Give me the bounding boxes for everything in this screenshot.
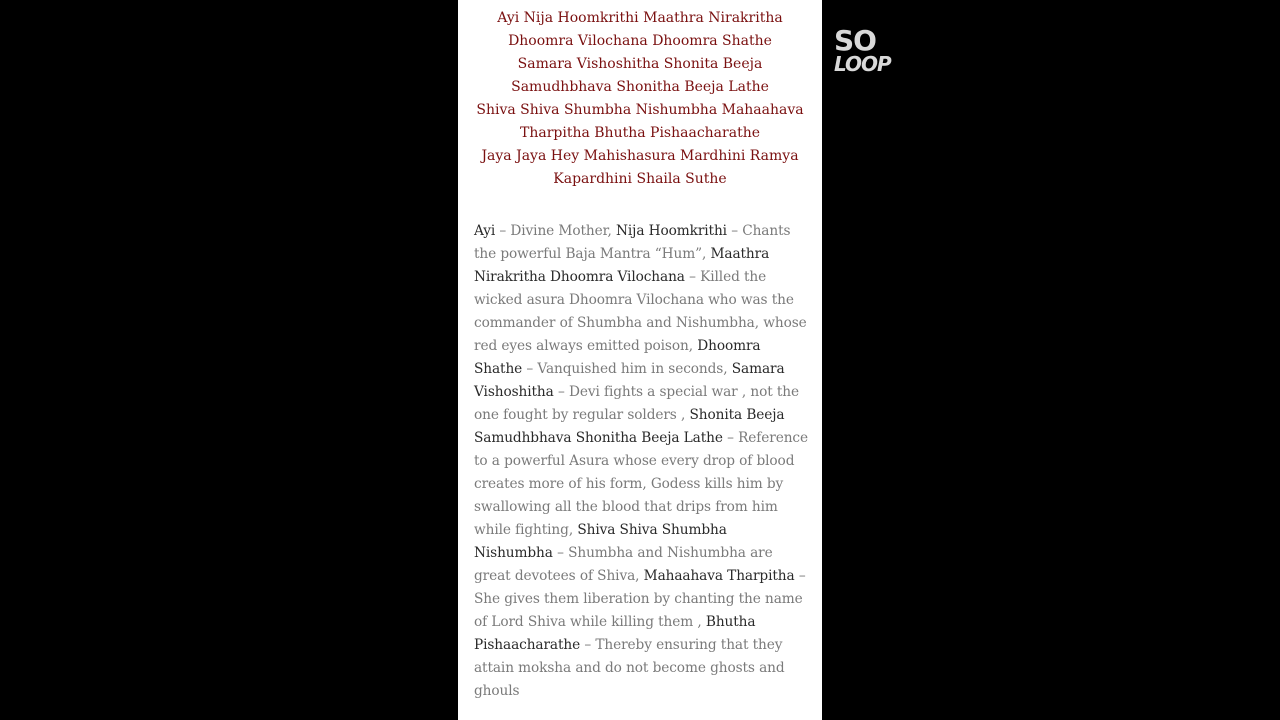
- verse-line: Shiva Shiva Shumbha Nishumbha Mahaahava: [476, 102, 804, 118]
- meaning-term: Nija Hoomkrithi: [616, 222, 727, 239]
- meaning-text: – Shumbha and Nishumbha are great devotees of Shiva,: [474, 544, 773, 584]
- meaning-term: Mahaahava Tharpitha: [643, 567, 795, 584]
- soloop-logo: [832, 24, 891, 80]
- verse-line: Samudhbhava Shonitha Beeja Lathe: [511, 79, 769, 95]
- verse-line: Ayi Nija Hoomkrithi Maathra Nirakritha: [497, 10, 783, 26]
- meaning-term: Samara Vishoshitha: [474, 360, 785, 400]
- meaning-text: – Chants the powerful Baja Mantra “Hum”,: [474, 222, 791, 262]
- meaning-term: Ayi: [474, 222, 496, 239]
- meaning-text: – Devi fights a special war , not the one fought by regular solders ,: [474, 383, 800, 423]
- verse-line: Samara Vishoshitha Shonita Beeja: [517, 56, 763, 72]
- meaning-paragraph: [474, 220, 808, 703]
- meaning-term: Maathra Nirakritha Dhoomra Vilochana: [474, 245, 770, 285]
- meaning-term: Bhutha Pishaacharathe: [474, 613, 756, 653]
- verse-line: Tharpitha Bhutha Pishaacharathe: [520, 125, 760, 141]
- meaning-text: – Divine Mother,: [495, 222, 617, 239]
- logo-text-bottom: LOOP: [834, 52, 891, 76]
- meaning-term: Dhoomra Shathe: [474, 337, 761, 377]
- meaning-term: Shiva Shiva Shumbha Nishumbha: [474, 521, 727, 561]
- verse-line: Kapardhini Shaila Suthe: [553, 171, 727, 187]
- verse-block: [458, 7, 822, 191]
- meaning-text: – Thereby ensuring that they attain moksha and do not become ghosts and ghouls: [474, 636, 785, 699]
- meaning-text: – Reference to a powerful Asura whose every drop of blood creates more of his form, Godess kills him by swallowing all the blood that drips from him while fighting,: [474, 429, 808, 538]
- meaning-text: – Vanquished him in seconds,: [522, 360, 732, 377]
- meaning-text: – Killed the wicked asura Dhoomra Vilochana who was the commander of Shumbha and Nishumbha, whose red eyes always emitted poison,: [474, 268, 807, 354]
- verse-line: Jaya Jaya Hey Mahishasura Mardhini Ramya: [481, 148, 799, 164]
- article-panel: [458, 0, 822, 720]
- meaning-term: Shonita Beeja Samudhbhava Shonitha Beeja Lathe: [474, 406, 785, 446]
- verse-line: Dhoomra Vilochana Dhoomra Shathe: [508, 33, 772, 49]
- logo-text-top: SO: [834, 24, 876, 57]
- meaning-text: – She gives them liberation by chanting the name of Lord Shiva while killing them ,: [474, 567, 806, 630]
